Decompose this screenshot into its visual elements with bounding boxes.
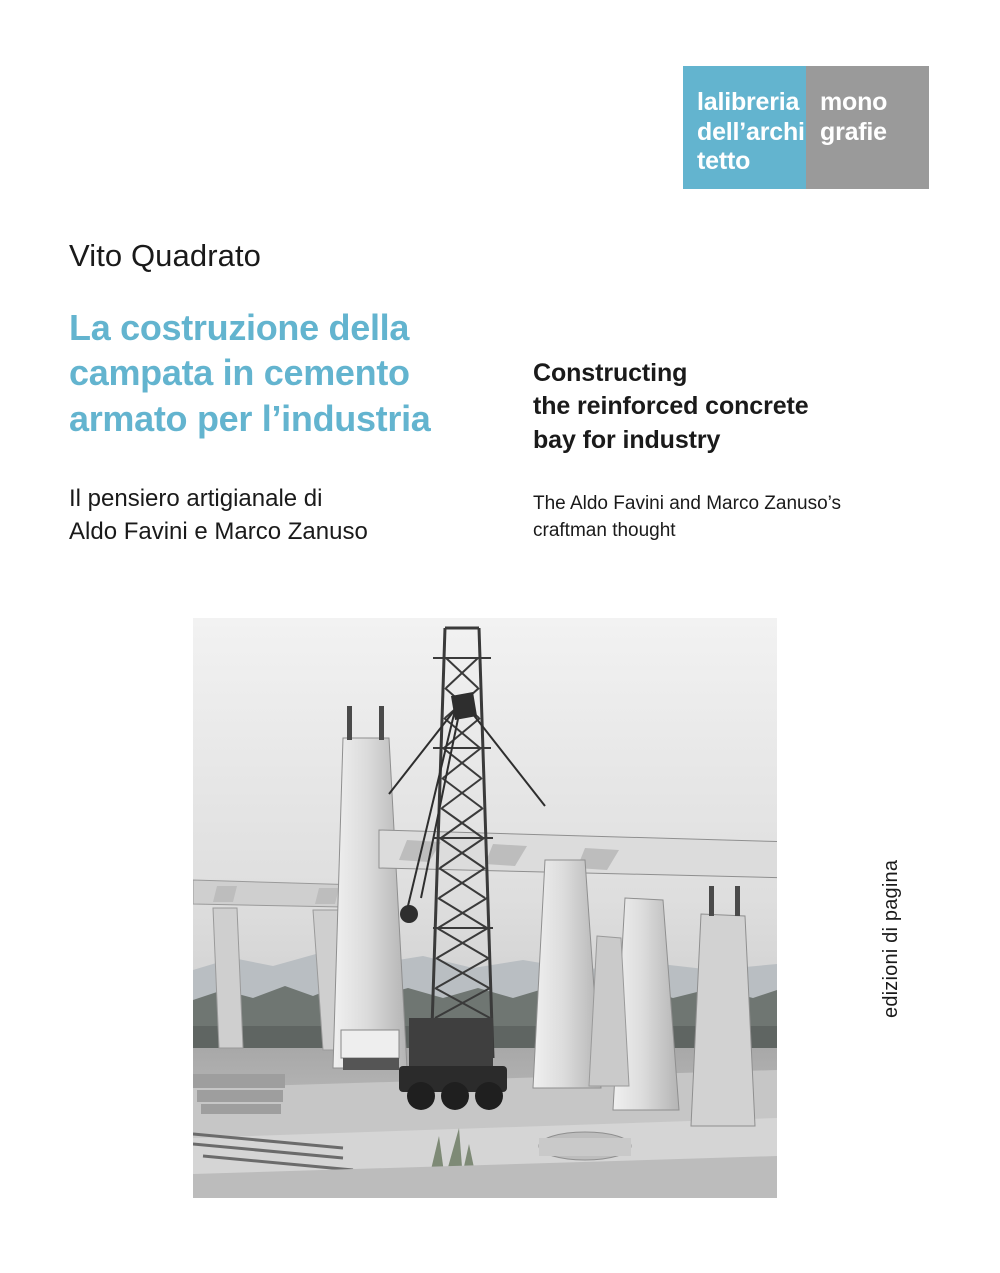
logo-line: tetto [697,147,751,175]
subtitle-english [533,490,963,544]
author-name: Vito Quadrato [69,238,262,273]
cover-photograph [193,618,777,1198]
subtitle-italian [69,482,519,548]
title-line: armato per l’industria [69,397,431,439]
title-line: La costruzione della [69,307,410,348]
title-line: bay for industry [533,425,721,454]
title-line: Constructing [533,359,688,387]
subtitle-line: Aldo Favini e Marco Zanuso [69,518,368,546]
logo-line: mono [820,88,888,116]
title-line: the reinforced concrete [533,392,809,421]
logo-line: lalibreria [697,88,800,116]
page-title-english [533,357,953,457]
logo-block-lalibreria-dellarchitetto [683,66,806,189]
logo-line: grafie [820,117,887,146]
page-title-italian [69,305,519,441]
subtitle-line: The Aldo Favini and Marco Zanuso’s [533,493,842,514]
subtitle-line: Il pensiero artigianale di [69,485,323,512]
subtitle-line: craftman thought [533,520,676,542]
title-line: campata in cemento [69,352,410,394]
publisher-imprint: edizioni di pagina [880,859,902,1018]
logo-block-monografie [806,66,929,189]
construction-site-image [193,618,777,1198]
publisher-logo [683,66,929,189]
logo-line: dell’archi [697,117,805,146]
